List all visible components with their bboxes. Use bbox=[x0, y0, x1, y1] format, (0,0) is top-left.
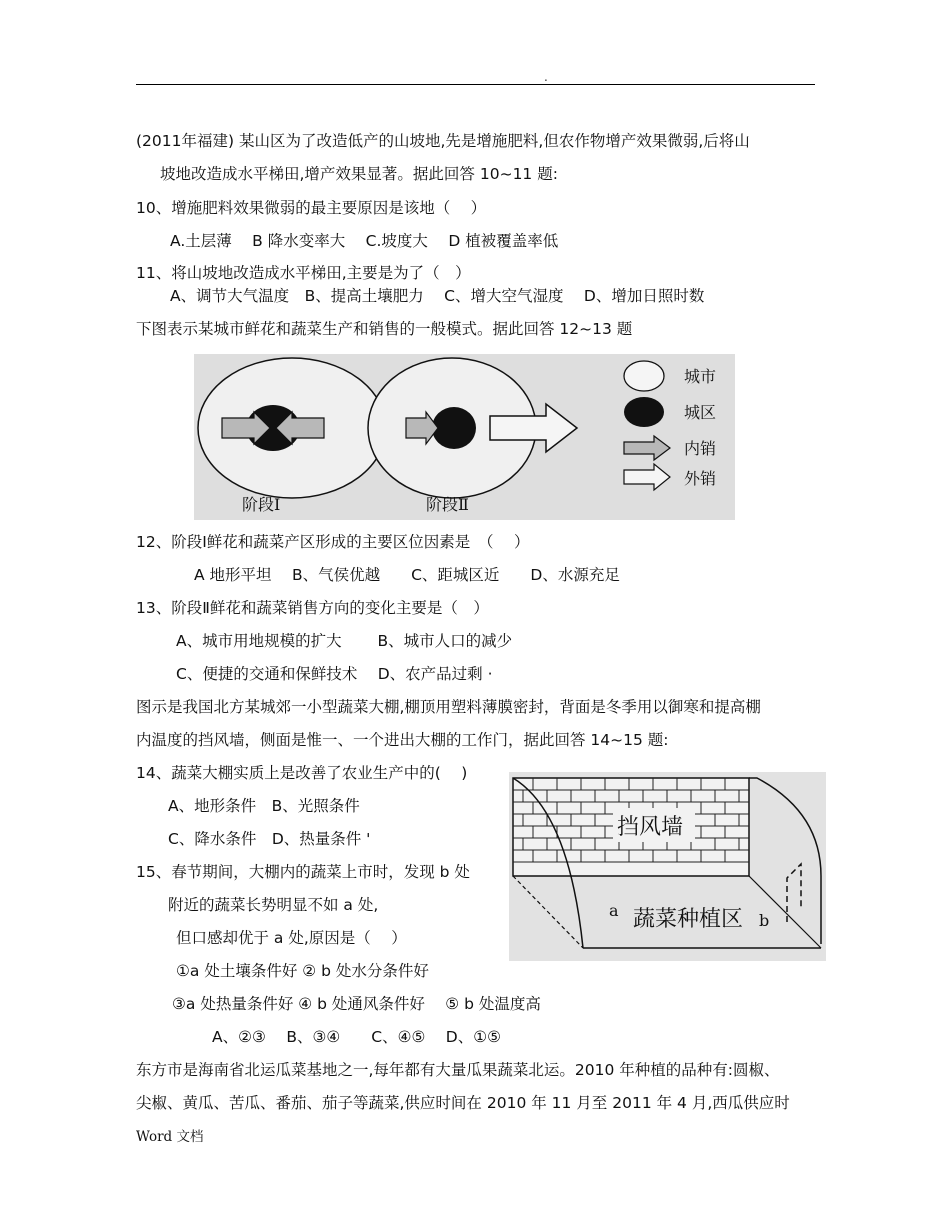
header-rule bbox=[136, 84, 815, 85]
question-11-options: A、调节大气温度 B、提高土壤肥力 C、增大空气湿度 D、增加日照时数 bbox=[170, 287, 705, 305]
legend-urban-label: 城区 bbox=[684, 403, 717, 422]
legend-domestic-label: 内销 bbox=[684, 439, 717, 458]
intro-paragraph-2: 下图表示某城市鲜花和蔬菜生产和销售的一般模式。据此回答 12~13 题 bbox=[136, 320, 633, 338]
legend-urban-icon bbox=[624, 397, 664, 427]
question-12: 12、阶段Ⅰ鲜花和蔬菜产区形成的主要区位因素是 （ ） bbox=[136, 533, 530, 551]
intro-paragraph-1-cont: 坡地改造成水平梯田,增产效果显著。据此回答 10~11 题: bbox=[160, 165, 558, 183]
city-stage-diagram bbox=[194, 354, 735, 520]
point-b-label: b bbox=[759, 911, 770, 930]
question-14-options-ab: A、地形条件 B、光照条件 bbox=[168, 797, 360, 815]
question-10-options: A.土层薄 B 降水变率大 C.坡度大 D 植被覆盖率低 bbox=[170, 232, 559, 250]
question-15-options: A、②③ B、③④ C、④⑤ D、①⑤ bbox=[212, 1028, 502, 1046]
question-15-cont-1: 附近的蔬菜长势明显不如 a 处, bbox=[168, 896, 379, 914]
question-12-options: A 地形平坦 B、气侯优越 C、距城区近 D、水源充足 bbox=[194, 566, 620, 584]
question-13: 13、阶段Ⅱ鲜花和蔬菜销售方向的变化主要是（ ） bbox=[136, 599, 489, 617]
planting-area-label: 蔬菜种植区 bbox=[633, 907, 744, 932]
question-13-options-ab: A、城市用地规模的扩大 B、城市人口的减少 bbox=[176, 632, 513, 650]
question-15: 15、春节期间，大棚内的蔬菜上市时，发现 b 处 bbox=[136, 863, 470, 881]
point-a-label: a bbox=[609, 901, 619, 920]
question-13-options-cd: C、便捷的交通和保鲜技术 D、农产品过剩 · bbox=[176, 665, 493, 683]
intro-paragraph-4: 东方市是海南省北运瓜菜基地之一,每年都有大量瓜果蔬菜北运。2010 年种植的品种有:圆椒、 bbox=[136, 1061, 780, 1079]
question-10: 10、增施肥料效果微弱的最主要原因是该地（ ） bbox=[136, 199, 487, 217]
intro-paragraph-3: 图示是我国北方某城郊一小型蔬菜大棚,棚顶用塑料薄膜密封，背面是冬季用以御寒和提高棚 bbox=[136, 698, 761, 716]
intro-paragraph-1: (2011年福建) 某山区为了改造低产的山坡地,先是增施肥料,但农作物增产效果微弱,后将山 bbox=[136, 132, 750, 150]
question-15-statements-2: ③a 处热量条件好 ④ b 处通风条件好 ⑤ b 处温度高 bbox=[172, 995, 541, 1013]
intro-paragraph-4-cont: 尖椒、黄瓜、苦瓜、番茄、茄子等蔬菜,供应时间在 2010 年 11 月至 2011 年 4 月,西瓜供应时 bbox=[136, 1094, 790, 1112]
footer-label: Word 文档 bbox=[136, 1129, 204, 1145]
intro-paragraph-3-cont: 内温度的挡风墙，侧面是惟一、一个进出大棚的工作门，据此回答 14~15 题: bbox=[136, 731, 669, 749]
stage-1-label: 阶段Ⅰ bbox=[242, 495, 281, 514]
question-11: 11、将山坡地改造成水平梯田,主要是为了（ ） bbox=[136, 264, 471, 282]
legend-city-label: 城市 bbox=[684, 367, 717, 386]
stage-2-label: 阶段Ⅱ bbox=[426, 495, 469, 514]
question-15-cont-2: 但口感却优于 a 处,原因是（ ） bbox=[176, 929, 407, 947]
legend-export-label: 外销 bbox=[684, 469, 717, 488]
greenhouse-diagram bbox=[509, 772, 826, 961]
question-14: 14、蔬菜大棚实质上是改善了农业生产中的( ) bbox=[136, 764, 468, 782]
header-dot: . bbox=[544, 70, 548, 84]
wall-label: 挡风墙 bbox=[617, 815, 684, 840]
legend-city-icon bbox=[624, 361, 664, 391]
question-14-options-cd: C、降水条件 D、热量条件 ' bbox=[168, 830, 371, 848]
question-15-statements-1: ①a 处土壤条件好 ② b 处水分条件好 bbox=[176, 962, 429, 980]
